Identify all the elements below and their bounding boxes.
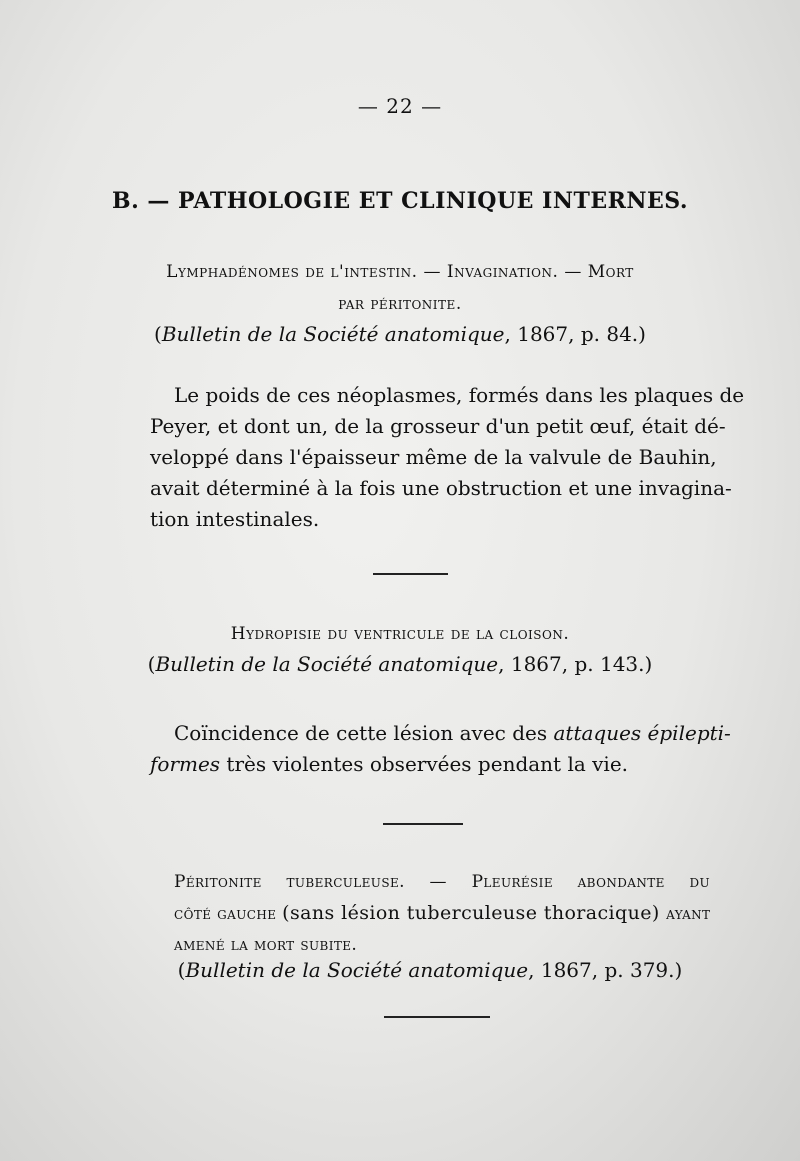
- separator-rule: [373, 573, 448, 575]
- paragraph-line: Le poids de ces néoplasmes, formés dans les plaques de: [174, 383, 745, 407]
- paragraph-line: Peyer, et dont un, de la grosseur d'un petit œuf, était dé-: [150, 414, 726, 438]
- title-normal: (sans lésion tuberculeuse thoracique): [282, 902, 667, 924]
- paragraph-line: veloppé dans l'épaisseur même de la valvule de Bauhin,: [150, 445, 717, 469]
- separator-rule: [384, 1016, 490, 1018]
- entry-3-citation-details: , 1867, p. 379.: [528, 958, 675, 982]
- section-title: B. — PATHOLOGIE ET CLINIQUE INTERNES.: [111, 188, 689, 214]
- paragraph-text: Coïncidence de cette lésion avec des: [174, 721, 554, 745]
- entry-1-citation-journal: Bulletin de la Société anatomique: [161, 322, 505, 346]
- entry-3-citation-journal: Bulletin de la Société anatomique: [185, 958, 529, 982]
- title-smallcaps: amené la mort subite.: [174, 935, 358, 955]
- title-smallcaps: Péritonite tuberculeuse. — Pleurésie abondante du: [174, 872, 710, 892]
- paragraph-line: [150, 718, 731, 749]
- entry-1-paragraph: [150, 380, 745, 535]
- paragraph-line: [150, 749, 710, 780]
- page-number: — 22 —: [357, 94, 443, 118]
- entry-3-title-line-1: [150, 867, 710, 898]
- entry-2-citation-journal: Bulletin de la Société anatomique: [155, 652, 499, 676]
- paragraph-line: tion intestinales.: [150, 507, 320, 531]
- title-smallcaps: côté gauche: [174, 904, 283, 924]
- entry-1-title-line-1: Lymphadénomes de l'intestin. — Invagination. — Mort: [166, 262, 634, 282]
- entry-1-citation-details: , 1867, p. 84.: [504, 322, 639, 346]
- entry-1-citation: (Bulletin de la Société anatomique, 1867, p. 84.): [154, 322, 646, 346]
- paragraph-text: très violentes observées pendant la vie.: [220, 752, 629, 776]
- entry-3-title-line-2: [150, 898, 710, 930]
- entry-3-title-line-3: [150, 930, 710, 961]
- title-smallcaps: ayant: [666, 904, 711, 924]
- separator-rule: [383, 823, 463, 825]
- entry-2-citation: (Bulletin de la Société anatomique, 1867, p. 143.): [147, 652, 653, 676]
- entry-1-title-line-2: par péritonite.: [338, 294, 462, 314]
- entry-2-citation-details: , 1867, p. 143.: [498, 652, 645, 676]
- paragraph-italic: attaques épilepti-: [553, 721, 731, 745]
- entry-3-citation: (Bulletin de la Société anatomique, 1867, p. 379.): [177, 958, 683, 982]
- paragraph-italic: formes: [150, 752, 221, 776]
- paragraph-line: avait déterminé à la fois une obstruction et une invagina-: [150, 476, 732, 500]
- entry-2-title: Hydropisie du ventricule de la cloison.: [230, 624, 570, 644]
- entry-3-title: [150, 867, 710, 961]
- entry-2-paragraph: [150, 718, 731, 780]
